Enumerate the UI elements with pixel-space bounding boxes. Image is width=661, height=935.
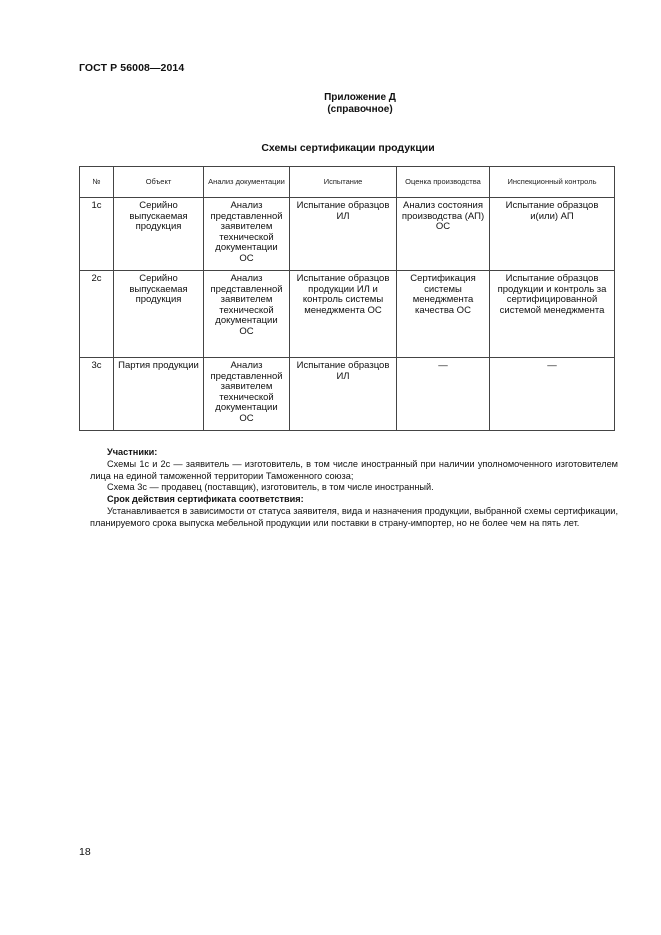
col-header-testing: Испытание [290,167,397,198]
notes-section [90,447,618,530]
cell-analysis: Анализ представленной заявителем технической документации ОС [204,198,290,271]
cell-inspection: Испытание образцов и(или) АП [490,198,615,271]
annex-heading [200,92,520,116]
cell-number: 2с [80,271,114,358]
cell-object: Серийно выпускаемая продукция [114,271,204,358]
col-header-number: № [80,167,114,198]
page-number: 18 [79,846,91,858]
validity-text: Устанавливается в зависимости от статуса заявителя, вида и назначения продукции, выбранной схемы сертификации, планируемого срока выпуска мебельной продукции или поставки в страну-импортер, но не более чем на пять лет. [90,505,618,528]
table-header-row [80,167,615,198]
standard-designation: ГОСТ Р 56008—2014 [79,62,185,74]
cell-testing: Испытание образцов ИЛ [290,198,397,271]
col-header-analysis: Анализ документации [204,167,290,198]
cell-production: Анализ состояния производства (АП) ОС [397,198,490,271]
cell-number: 1с [80,198,114,271]
cell-inspection: — [490,358,615,431]
cell-analysis: Анализ представленной заявителем технической документации ОС [204,271,290,358]
cell-inspection: Испытание образцов продукции и контроль за сертифицированной системой менеджмента [490,271,615,358]
cell-production: — [397,358,490,431]
col-header-inspection: Инспекционный контроль [490,167,615,198]
certification-schemes-table [79,166,615,431]
cell-object: Серийно выпускаемая продукция [114,198,204,271]
cell-testing: Испытание образцов ИЛ [290,358,397,431]
participants-heading: Участники: [107,447,158,457]
cell-number: 3с [80,358,114,431]
participants-schemes-1-2: Схемы 1с и 2с — заявитель — изготовитель, в том числе иностранный при наличии уполномоченного изготовителем лица на единой таможенной территории Таможенного союза; [90,458,618,481]
table-row [80,358,615,431]
table-row [80,198,615,271]
participants-scheme-3: Схема 3с — продавец (поставщик), изготовитель, в том числе иностранный. [107,482,434,493]
cell-testing: Испытание образцов продукции ИЛ и контроль системы менеджмента ОС [290,271,397,358]
validity-heading: Срок действия сертификата соответствия: [107,494,304,505]
col-header-object: Объект [114,167,204,198]
annex-title: Приложение Д [324,92,396,103]
table-row [80,271,615,358]
cell-production: Сертификация системы менеджмента качества ОС [397,271,490,358]
col-header-production: Оценка производства [397,167,490,198]
table-title: Схемы сертификации продукции [261,142,435,154]
cell-object: Партия продукции [114,358,204,431]
cell-analysis: Анализ представленной заявителем технической документации ОС [204,358,290,431]
annex-subtitle: (справочное) [327,104,393,115]
